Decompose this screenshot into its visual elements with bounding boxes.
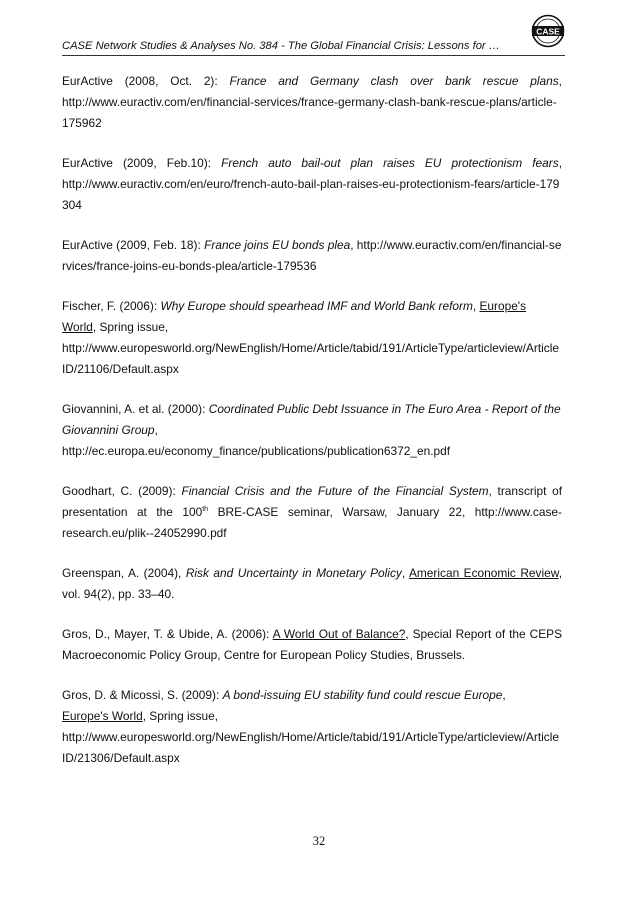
reference-url[interactable]: http://www.euractiv.com/en/financial-services/france-germany-clash-bank-rescue-plans/article-175962 [62, 95, 557, 130]
header-divider [62, 55, 565, 56]
reference-url[interactable]: http://www.euractiv.com/en/financial-services/france-joins-eu-bonds-plea/article-179536 [62, 238, 562, 273]
reference-list [62, 71, 562, 788]
reference-item: EurActive (2009, Feb.10): French auto bail-out plan raises EU protectionism fears, http://www.euractiv.com/en/euro/french-auto-bail-plan-raises-eu-protectionism-fears/article-179304 [62, 156, 562, 212]
reference-item: Greenspan, A. (2004), Risk and Uncertainty in Monetary Policy, American Economic Review, vol. 94(2), pp. 33–40. [62, 566, 562, 601]
reference-item: EurActive (2009, Feb. 18): France joins EU bonds plea, http://www.euractiv.com/en/financial-services/france-joins-eu-bonds-plea/article-179536 [62, 238, 562, 273]
journal-name: American Economic Review [408, 566, 559, 580]
case-logo [531, 14, 565, 48]
reference-item: Gros, D. & Micossi, S. (2009): A bond-issuing EU stability fund could rescue Europe, Europe's World, Spring issue, http://www.europesworld.org/NewEnglish/Home/Article/tabid/191/ArticleType/articleview/ArticleID/21306/Default.aspx [62, 688, 559, 765]
reference-item: Fischer, F. (2006): Why Europe should spearhead IMF and World Bank reform, Europe's World, Spring issue, http://www.europesworld.org/NewEnglish/Home/Article/tabid/191/ArticleType/articleview/ArticleID/21106/Default.aspx [62, 299, 559, 376]
reference-item: Gros, D., Mayer, T. & Ubide, A. (2006): A World Out of Balance?, Special Report of the CEPS Macroeconomic Policy Group, Centre for European Policy Studies, Brussels. [62, 627, 563, 662]
reference-item: Goodhart, C. (2009): Financial Crisis and the Future of the Financial System, transcript of presentation at the 100th BRE-CASE seminar, Warsaw, January 22, http://www.case-research.eu/plik--24052990.pdf [62, 484, 563, 540]
reference-url[interactable]: http://www.europesworld.org/NewEnglish/Home/Article/tabid/191/ArticleType/articleview/ArticleID/21306/Default.aspx [62, 730, 559, 765]
page-number: 32 [312, 834, 326, 848]
journal-name: Europe's World [62, 709, 143, 723]
logo-wordmark: CASE [536, 26, 560, 37]
reference-url[interactable]: http://www.europesworld.org/NewEnglish/Home/Article/tabid/191/ArticleType/articleview/ArticleID/21106/Default.aspx [62, 341, 559, 376]
report-title: A World Out of Balance? [272, 627, 406, 641]
running-header: CASE Network Studies & Analyses No. 384 - The Global Financial Crisis: Lessons for … [62, 40, 500, 52]
reference-url[interactable]: http://www.euractiv.com/en/euro/french-auto-bail-plan-raises-eu-protectionism-fears/article-179304 [62, 177, 560, 212]
reference-item: EurActive (2008, Oct. 2): France and Germany clash over bank rescue plans, http://www.euractiv.com/en/financial-services/france-germany-clash-bank-rescue-plans/article-175962 [62, 74, 562, 130]
reference-url[interactable]: http://ec.europa.eu/economy_finance/publications/publication6372_en.pdf [62, 444, 451, 458]
reference-item: Giovannini, A. et al. (2000): Coordinated Public Debt Issuance in The Euro Area - Report of the Giovannini Group, http://ec.europa.eu/economy_finance/publications/publication6372_en.pdf [62, 402, 561, 458]
journal-name: Europe's World [62, 299, 527, 334]
